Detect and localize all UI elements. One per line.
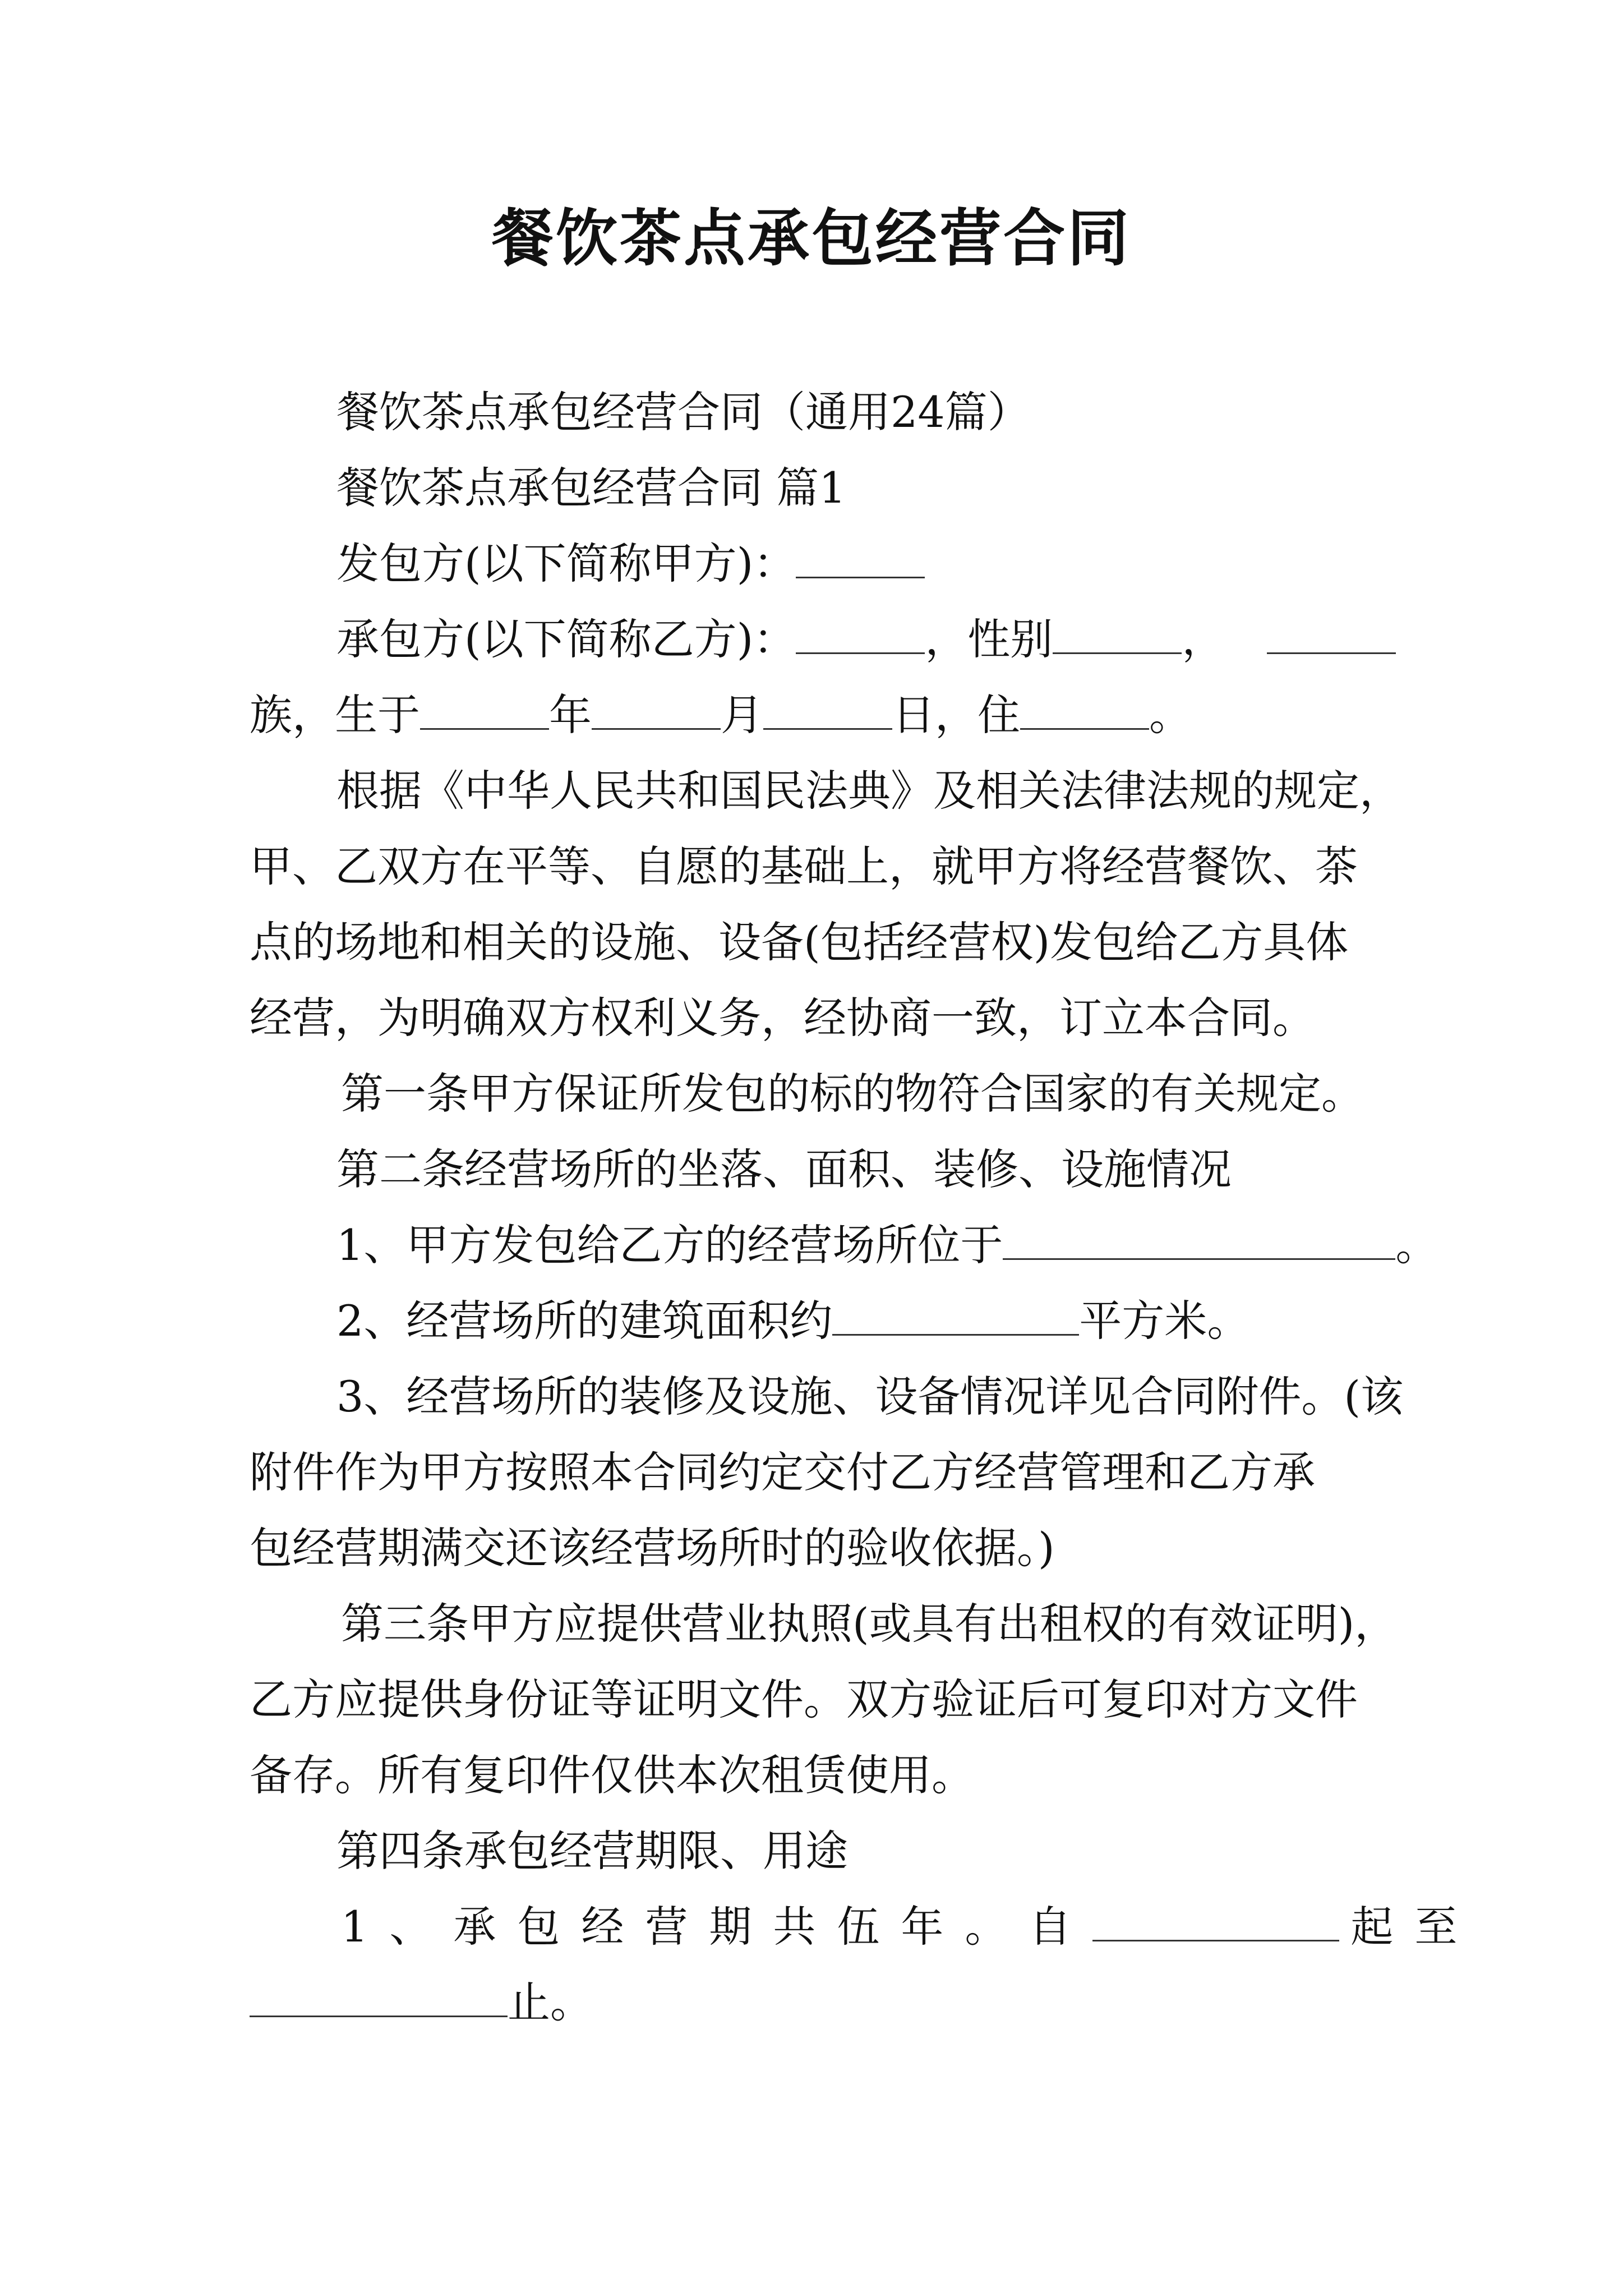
clause-heading: 第三条甲方应提供营业执照(或具有出租权的有效证明)， [341, 1599, 1398, 1649]
blank-field [1053, 613, 1182, 654]
blank-field [796, 613, 925, 654]
line-text: 起至 [1350, 1902, 1479, 1952]
line-text: 1、甲方发包给乙方的经营场所位于 [336, 1220, 1003, 1270]
line-text: 平方米。 [1079, 1296, 1250, 1346]
blank-field [796, 537, 925, 578]
line-text: 年 [549, 690, 592, 740]
paragraph-line [0, 1214, 1623, 1276]
paragraph-line: 3、经营场所的装修及设施、设备情况详见合同附件。(该 [336, 1372, 1404, 1421]
paragraph-line: 经营，为明确双方权利义务，经协商一致，订立本合同。 [250, 993, 1315, 1043]
line-text: ，性别 [925, 614, 1053, 664]
document-subtitle: 餐饮茶点承包经营合同（通用24篇） [336, 387, 1030, 437]
contract-party-line [0, 609, 1623, 670]
clause-heading: 第一条甲方保证所发包的标的物符合国家的有关规定。 [341, 1069, 1364, 1119]
paragraph-line: 包经营期满交还该经营场所时的验收依据。) [250, 1523, 1055, 1573]
line-text: 1、承包经营期共伍年。自 [341, 1902, 1093, 1952]
blank-field [1267, 613, 1396, 654]
document-title: 餐饮茶点承包经营合同 [492, 203, 1131, 274]
paragraph-line: 甲、乙双方在平等、自愿的基础上，就甲方将经营餐饮、茶 [250, 841, 1358, 891]
paragraph-line [0, 1896, 1623, 1958]
blank-field [1003, 1219, 1395, 1260]
paragraph-line [0, 684, 1623, 746]
paragraph-line: 根据《中华人民共和国民法典》及相关法律法规的规定， [336, 766, 1402, 816]
line-text: 。 [1149, 690, 1192, 740]
blank-field [1020, 689, 1149, 730]
line-text: 止。 [508, 1977, 593, 2027]
clause-heading: 第四条承包经营期限、用途 [336, 1826, 848, 1876]
blank-field [592, 689, 721, 730]
line-text: 承包方(以下简称乙方)： [336, 614, 796, 664]
blank-field [832, 1295, 1079, 1336]
blank-field [1092, 1901, 1339, 1941]
line-text: 族，生于 [250, 690, 420, 740]
clause-heading: 第二条经营场所的坐落、面积、装修、设施情况 [336, 1144, 1232, 1194]
line-text: 。 [1395, 1220, 1438, 1270]
paragraph-line: 乙方应提供身份证等证明文件。双方验证后可复印对方文件 [250, 1674, 1358, 1724]
paragraph-line: 点的场地和相关的设施、设备(包括经营权)发包给乙方具体 [250, 917, 1349, 967]
paragraph-line [0, 1972, 1623, 2033]
line-text: ， [1182, 614, 1225, 664]
line-text: 日，住 [892, 690, 1020, 740]
paragraph-line [0, 1290, 1623, 1352]
paragraph-line: 备存。所有复印件仅供本次租赁使用。 [250, 1750, 974, 1800]
paragraph-line: 附件作为甲方按照本合同约定交付乙方经营管理和乙方承 [250, 1447, 1315, 1497]
blank-field [250, 1976, 508, 2017]
blank-field [763, 689, 892, 730]
section-heading: 餐饮茶点承包经营合同 篇1 [336, 463, 846, 513]
line-text: 2、经营场所的建筑面积约 [336, 1296, 833, 1346]
line-text: 月 [721, 690, 763, 740]
line-text: 发包方(以下简称甲方)： [336, 539, 796, 588]
contract-party-line [0, 533, 1623, 595]
blank-field [420, 689, 549, 730]
